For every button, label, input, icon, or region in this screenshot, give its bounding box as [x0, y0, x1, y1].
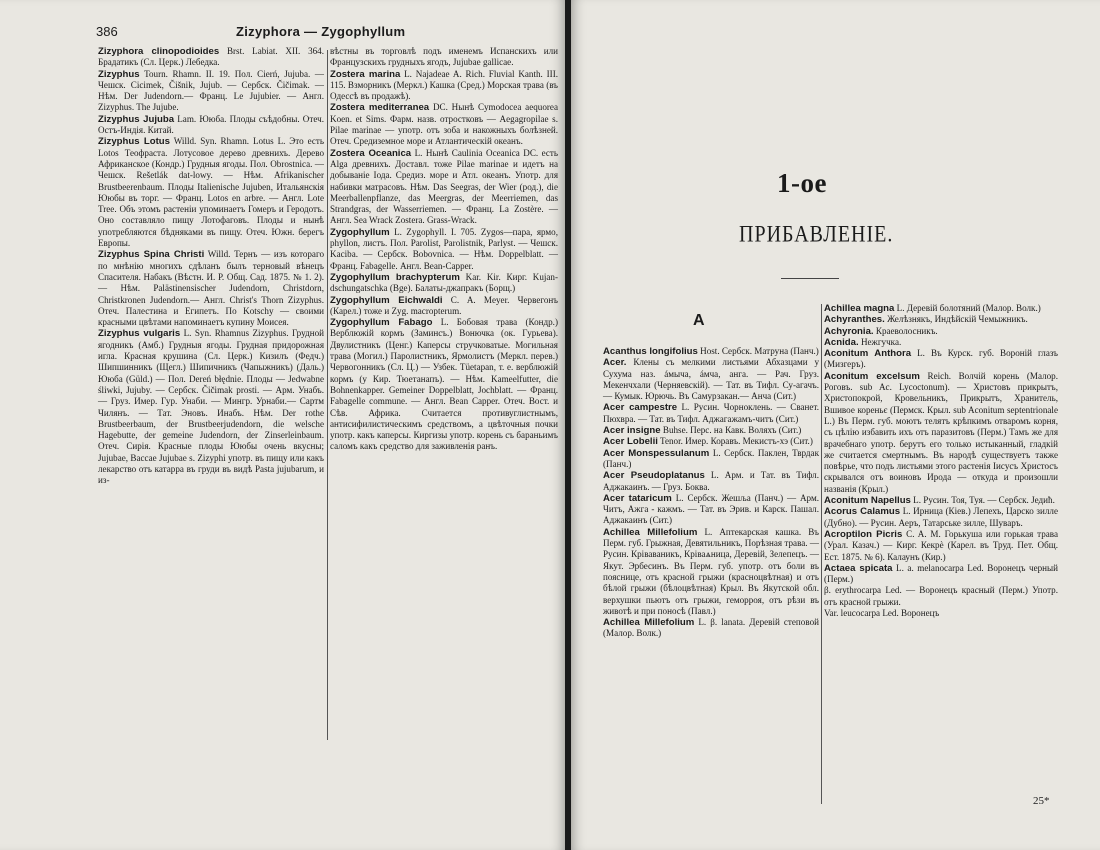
entry-text: L. β. lanata. Деревій степовой (Малор. Волк.): [603, 617, 819, 639]
entry-text: L. Ирница (Кіев.) Лепехъ, Царско зиллe (Дубно). — Русин. Аеръ, Татарське зилле, Шуваръ.: [824, 506, 1058, 528]
dictionary-entry: [824, 506, 1058, 529]
dictionary-entry: [824, 563, 1058, 586]
dictionary-entry: [98, 114, 324, 137]
dictionary-entry: [824, 337, 1058, 348]
entry-text: C. A. Meyer. Червегонъ (Карел.) тоже и Zyg. macropterum.: [330, 294, 558, 316]
supplement-subtitle: ПРИБАВЛЕНІЕ.: [739, 222, 894, 248]
entry-headword: Aconitum Anthora: [824, 348, 912, 360]
entry-text: Var. leucocarpa Led. Воронецъ: [824, 608, 940, 619]
dictionary-entry: [824, 314, 1058, 325]
entry-text: L. Сербск. Паклен, Тврдак (Панч.): [603, 447, 819, 469]
entry-headword: Acer tataricum: [603, 492, 672, 504]
page-number: 386: [96, 24, 118, 39]
entry-text: DC. Нынѣ Cymodocea aequorea Koen. et Sims. Фарм. назв. отростковъ — Aegagropilae s. Pilae marinae — употр. отъ зоба и накожныхъ болѣзней. Отеч. Средиземное море и Атлантическій океанъ.: [330, 102, 558, 147]
entry-headword: Zygophyllum brachypterum: [330, 271, 460, 283]
entry-headword: Zostera Oceanica: [330, 147, 412, 159]
entry-text: L. Нынѣ Caulinia Oceanica DC. есть Alga древнихъ. Доставл. тоже Pilae marinae и идетъ на добываніе Іода. Средиз. море и Атл. океанъ. Употр. для набивки матрасовъ. Нѣм. Das Seegras, der Wier (род.), die Meerballenpflanze, das Meergras, der Meerriemen, das Strandgras, der Wasserriemen. — Франц. La Zostère. — Англ. Sea Wrack Zostera. Grass-Wrack.: [330, 147, 559, 226]
entry-headword: Acer Lobelii: [603, 436, 658, 448]
entry-text: L. Въ Курск. губ. Вороній глазъ (Мизгеръ).: [824, 348, 1059, 370]
dictionary-entry: [330, 148, 558, 227]
entry-headword: Aconitum Napellus: [824, 495, 911, 507]
entry-text: Желѣзнякъ, Индѣйскій Чемыжникъ.: [887, 314, 1028, 325]
entry-headword: Achillea magna: [824, 303, 895, 314]
entry-headword: Actaea spicata: [824, 562, 893, 574]
right-column-1: [603, 346, 819, 640]
right-column-2: [824, 303, 1058, 619]
entry-text: Tourn. Rhamn. II. 19. Пол. Cierń, Jujuba. — Чешск. Cicimek, Čišnik, Jujub. — Сербск. Čičimak. — Нѣм. Der Judendorn.— Франц. Le Jujubier. — Англ. Zizyphus. The Jujube.: [98, 68, 324, 113]
dictionary-entry: [603, 402, 819, 425]
entry-text: Kar. Kir. Кирг. Kujan-dschungatschka (Bge). Балаты-джапракъ (Борщ.): [330, 271, 559, 294]
entry-text: L. Аптекарская кашка. Въ Перм. губ. Грыжная, Девятильникъ, Порѣзная трава. — Русин. Кріваваникъ, Кріваѧница, Деревій, Зелепецъ. — Якут. Эрбесинъ. Въ Перм. губ. употр. отъ боли въ пояснице, отъ красной грыжи (краснoцвѣтная) и отъ бѣлой грыжи (бѣлоцвѣтная) Крыл. Въ Якутской обл. верхушки пьютъ отъ грыжи, геморроя, отъ рѣзи въ животѣ и при поносѣ (Павл.): [603, 526, 819, 616]
title-rule: [781, 278, 839, 279]
entry-text: L. Русин. Тоя, Туя. — Сербск. Једић.: [913, 495, 1055, 506]
running-head: Zizyphora — Zygophyllum: [236, 24, 406, 39]
entry-text: Host. Сербск. Матруна (Панч.): [700, 346, 819, 356]
entry-headword: Zostera mediterranea: [330, 102, 430, 114]
entry-headword: Achillea Millefolium: [603, 617, 695, 629]
dictionary-entry: [603, 493, 819, 527]
dictionary-entry: [330, 317, 558, 453]
entry-headword: Achyronia.: [824, 325, 874, 337]
dictionary-entry: [824, 371, 1058, 495]
dictionary-entry: [603, 425, 819, 436]
dictionary-entry: [330, 295, 558, 318]
dictionary-entry: [824, 585, 1058, 608]
left-column-2: [330, 46, 558, 453]
page-signature: 25*: [1033, 795, 1050, 807]
entry-text: Brst. Labiat. XII. 364. Брадатикъ (Сл. Церк.) Лебедка.: [98, 46, 324, 68]
entry-text: Нежгучка.: [860, 336, 902, 347]
entry-headword: Zizyphus vulgaris: [98, 328, 181, 340]
entry-text: Клены съ мелкими листьями Абхазцами у Сухума наз. áмыча, áмча, анга. — Рач. Груз. Мекенчхали (Черняевскій). — Тат. въ Тифл. Су-агачъ.— Кумык. Юрючь. Въ Самурзакан.— Анча (Сит.): [603, 357, 819, 402]
entry-text: C. A. M. Горькуша или горькая трава (Урал. Казач.) — Кирг. Кекрѐ (Карел. въ Труд. Пет. Общ. Ест. 1875. № 6). Калаунъ (Кир.): [824, 528, 1058, 562]
entry-text: Краеволосникъ.: [875, 325, 938, 336]
right-page: [571, 0, 1100, 850]
entry-text: L. a. melanocarpa Led. Воронецъ черный (Перм.): [824, 562, 1058, 585]
dictionary-entry: [824, 495, 1058, 506]
entry-headword: Acer campestre: [603, 402, 678, 414]
entry-text: Buhse. Перс. на Кавк. Воляхъ (Сит.): [662, 425, 802, 436]
supplement-title: 1-ое: [777, 168, 827, 198]
entry-headword: Acnida.: [824, 336, 859, 348]
dictionary-entry: [824, 529, 1058, 563]
entry-headword: Zizyphus Jujuba: [98, 113, 175, 125]
dictionary-entry: [98, 249, 324, 328]
dictionary-entry: [98, 46, 324, 69]
entry-headword: Acanthus longifolius: [603, 346, 698, 357]
entry-text: Willd. Syn. Rhamn. Lotus L. Это есть Lotos Теофраста. Лотусовое дерево древнихъ. Дерево Африканское (Кондр.) Грудныя ягоды. Пол. Obrostnica. — Чешск. Rešetlák dat-lowy. — Нѣм. Afrikanischer Brustbeerenbaum. Плоды Italienische Jujuben, Итальянскія Ююбы въ торг. — Франц. Lotos en arbre. — Англ. Lote Tree. Объ этомъ растеніи упоминаетъ Гомеръ и Геродотъ. Оно составляло пищу Лотофаговъ. Плоды и нынѣ употребляются бѣдняками въ пищу. Отеч. Южн. берегъ Европы.: [98, 136, 324, 249]
entry-headword: Achyranthes.: [824, 314, 885, 326]
entry-headword: Zygophyllum Eichwaldi: [330, 294, 443, 306]
dictionary-entry: [603, 346, 819, 357]
dictionary-entry: [330, 227, 558, 272]
entry-headword: Acer Pseudoplatanus: [603, 470, 705, 482]
column-divider: [327, 50, 328, 740]
dictionary-entry: [824, 326, 1058, 337]
entry-headword: Achillea Millefolium: [603, 526, 698, 538]
left-page-header: [96, 24, 555, 42]
dictionary-entry: [603, 436, 819, 447]
entry-text: L. Zygophyll. I. 705. Zygos—пара, ярмо, phyllon, листъ. Пол. Parolist, Parolistnik, Parlyst. — Чешск. Kaciba. — Сербск. Bobovnica. — Нѣм. Doppelblatt. — Франц. Fabagelle. Англ. Bean-Capper.: [330, 226, 558, 271]
entry-text: L. Сербск. Жешља (Панч.) — Арм. Читъ, Ажга - кажмъ. — Тат. въ Эрив. и Карск. Пашал. Аджакаинъ (Сит.): [603, 492, 819, 526]
dictionary-entry: [330, 272, 558, 295]
entry-text: L. Syn. Rhamnus Zizyphus. Грудной ягодникъ (Амб.) Грудныя ягоды. Грудная придорожная игла. Красная крушина (Сл. Церк.) Кизилъ (Федч.) Шипшинникъ (Щегл.) Шипичникъ (Чапыжникъ) (Даль.) Ююба (Güld.) — Пол. Dereń błędnie. Плоды — Jedwabne śliwki, Jujuby. — Сербск. Čičimak prosti. — Арм. Унабъ. — Груз. Имер. Гур. Унаби. — Мингр. Урнаби.— Сартм Чилянъ. — Тат. Эновъ. Инабъ. Нѣм. Der rothe Brustbeerbaum, der Brustbeerjudendorn, die welsche Hagebutte, der gemeine Judendorn, der Zinserleinbaum. Отеч. Сирія. Красные плоды Ююбы очень вкусны; Jujubae, Baccae Jujubae s. Zizyphi употр. въ пищу или какъ лекарство отъ катарра въ груди въ видѣ Pasta jujubarum, и из-: [98, 328, 324, 486]
entry-headword: Acer Monspessulanum: [603, 447, 710, 459]
dictionary-entry: [330, 102, 558, 147]
dictionary-entry: [824, 303, 1058, 314]
dictionary-entry: [824, 608, 1058, 619]
entry-text: L. Арм. и Тат. въ Тифл. Аджакаинъ. — Груз. Боква.: [603, 470, 819, 492]
dictionary-entry: [98, 328, 324, 486]
entry-text: L. Najadeae A. Rich. Fluvial Kanth. III. 115. Взморникъ (Меркл.) Кашка (Сред.) Морская трава (въ Одессѣ въ продажѣ).: [330, 68, 558, 102]
entry-headword: Zizyphora clinopodioides: [98, 46, 220, 57]
entry-text: Lam. Ююба. Плоды съѣдобны. Отеч. Остъ-Индія. Китай.: [98, 113, 324, 136]
dictionary-entry: [603, 448, 819, 471]
dictionary-entry: [824, 348, 1058, 371]
column-divider: [821, 304, 822, 804]
entry-text: L. Бобовая трава (Кондр.) Верблюжій кормъ (Заминсъ.) Вонючка (ок. Гурьева). Двулистникъ (Ценг.) Каперсы стручковатые. Могильная трава (Могил.) Паролистникъ, Ярмолистъ (Меркл. перев.) Червогонникъ (Сл. Ц.) — Узбек. Tüetapan, т. е. верблюжій кормъ (у Кир. Тюетанапъ). — Нѣм. Kameelfutter, die Bohnenkapper. Gemeiner Doppelblatt, Jochblatt. — Франц. Fabagelle commune. — Англ. Bean Capper. Отеч. Вост. и Сѣв. Африка. Считается противуглистнымъ, антисифилистическимъ средствомъ, а цвѣточныя почки употр. какъ каперсы. Киргизы употр. корень съ бараньимъ саломъ какъ средство для заживленія ранъ.: [330, 317, 558, 452]
dictionary-entry: [603, 527, 819, 617]
dictionary-entry: [98, 136, 324, 249]
entry-text: β. erythrocarpa Led. — Воронецъ красный (Перм.) Употр. отъ красной грыжи.: [824, 585, 1058, 607]
entry-text: Reich. Волчій корень (Малор. Роговъ. sub Ac. Lycoctonum). — Христовъ прикрытъ, Христопокрой, Кровельникъ, Прикрытъ, Хранитель, Вшивое кореньє (Пермск. Крыл. sub Aconitum septentrionale L.) Въ Перм. губ. моютъ телятъ крѣпкимъ отваромъ корня, съ цѣлію избавить ихъ отъ паразитовъ (Перм.) Тамъ же для врачебнаго употр. берутъ его только истыканный, гладкій же считается смертнымъ. Въ народѣ существуетъ также повѣрье, что подъ листьями этого растенія Іисусъ Христосъ скрывался отъ воиновъ Ирода — откуда и произошли названія (Крыл.): [824, 370, 1059, 494]
entry-headword: Zygophyllum Fabago: [330, 317, 433, 329]
entry-headword: Acer.: [603, 357, 627, 369]
section-letter: A: [693, 312, 705, 329]
entry-headword: Acer insigne: [603, 425, 661, 437]
entry-text: L. Деревій болотяний (Малор. Волк.): [896, 303, 1041, 313]
dictionary-entry: [330, 46, 558, 69]
dictionary-entry: [603, 470, 819, 493]
entry-headword: Acroptilon Picris: [824, 528, 903, 540]
dictionary-entry: [330, 69, 558, 103]
dictionary-entry: [98, 69, 324, 114]
entry-headword: Aconitum excelsum: [824, 370, 920, 382]
entry-text: Tenor. Имер. Коравъ. Мекистъ-хэ (Сит.): [660, 436, 813, 447]
dictionary-entry: [603, 617, 819, 640]
entry-headword: Zostera marina: [330, 68, 401, 80]
entry-headword: Zizyphus Lotus: [98, 136, 170, 148]
entry-headword: Zizyphus Spina Christi: [98, 249, 205, 261]
entry-text: L. Русин. Чорноклень. — Сванет. Пюхвра. — Тат. въ Тифл. Аджагажамъ-читъ (Сит.): [603, 402, 819, 424]
left-column-1: [98, 46, 324, 487]
dictionary-entry: [603, 357, 819, 402]
entry-headword: Zizyphus: [98, 68, 140, 80]
entry-text: вѣстны въ торговлѣ подъ именемъ Испанскихъ или Французскихъ грудныхъ ягодъ, Jujubae gallicae.: [330, 46, 558, 68]
entry-headword: Acorus Calamus: [824, 506, 901, 518]
entry-headword: Zygophyllum: [330, 226, 390, 238]
entry-text: Willd. Тернъ — изъ котораго по мнѣнію многихъ сдѣланъ былъ терновый вѣнецъ Спасителя. Набакъ (Вѣстн. И. Р. Общ. Сад. 1875. № 1. 2). — Нѣм. Palästinensischer Judendorn, Christdorn, Christkronen Judendorn.— Англ. Christ's Thorn Zizyphus. Отеч. Палестина и Египетъ. По Kotschy — своими красными цвѣтами напоминаетъ купину Моисея.: [98, 249, 324, 328]
